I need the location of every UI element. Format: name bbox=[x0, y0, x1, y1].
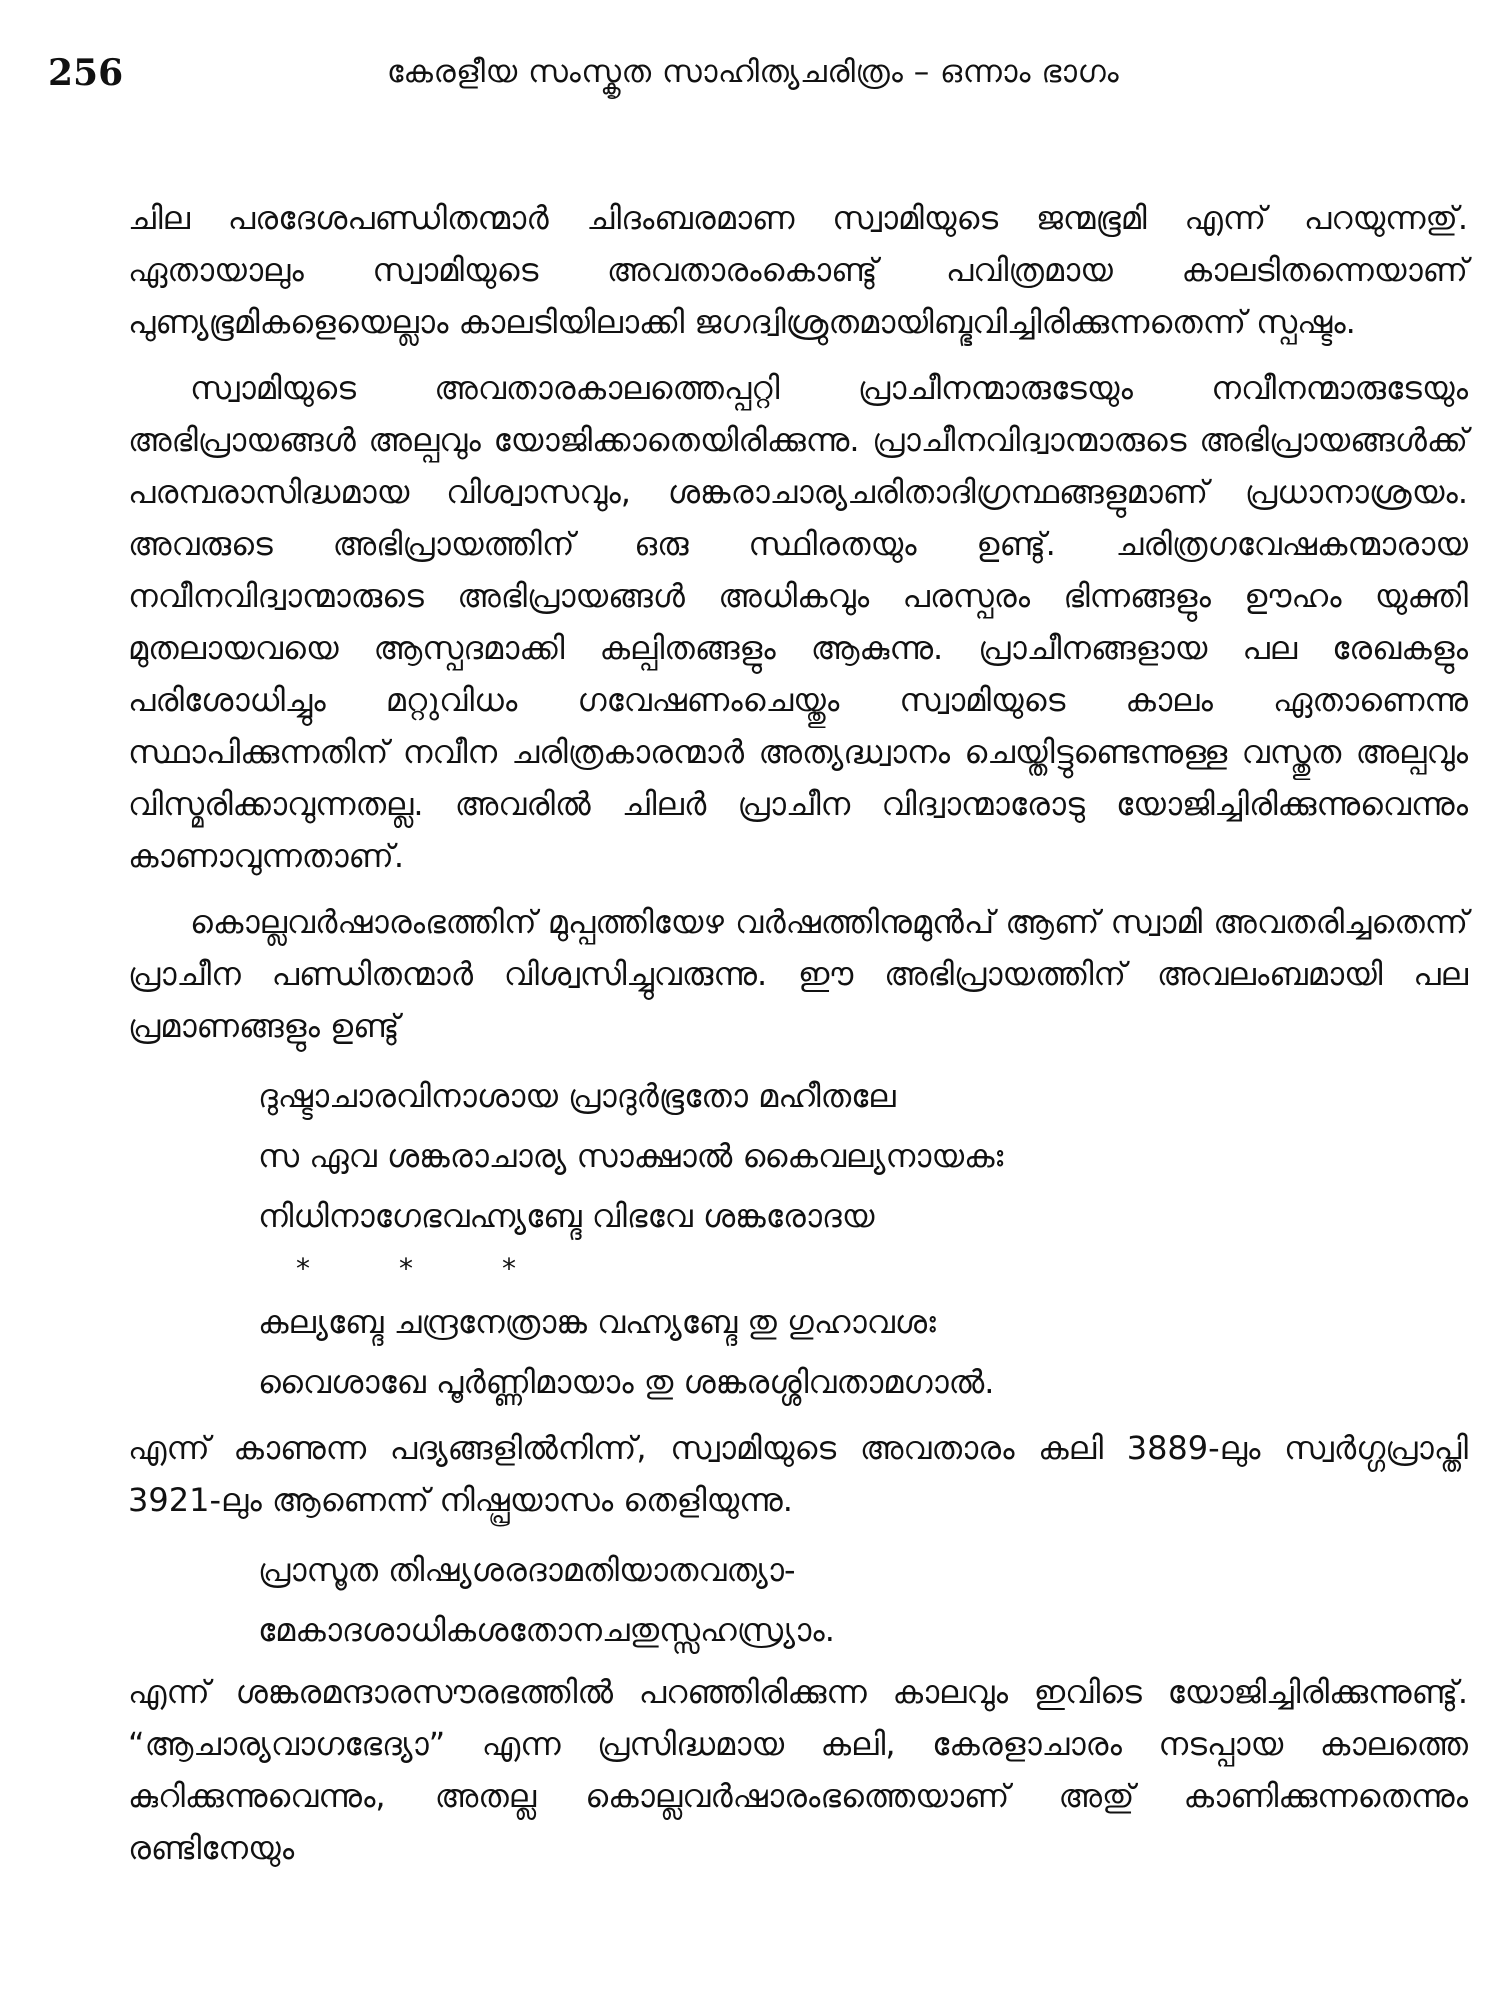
paragraph-3: കൊല്ലവർഷാരംഭത്തിന് മുപ്പത്തിയേഴ വർഷത്തിനുമുൻപ് ആണ് സ്വാമി അവതരിച്ചതെന്ന് പ്രാചീന പണ്ഡിതന്മാർ വിശ്വസിച്ചുവരുന്നു. ഈ അഭിപ്രായത്തിന് അവലംബമായി പല പ്രമാണങ്ങളും ഉണ്ടു് bbox=[128, 903, 1468, 1045]
verse-line: കല്യബ്ദേ ചന്ദ്രനേത്രാങ്ക വഹ്ന്യബ്ദേ തു ഗുഹാവശഃ bbox=[258, 1303, 936, 1341]
verse-line: വൈശാഖേ പൂർണ്ണിമായാം തു ശങ്കരശ്ശിവതാമഗാൽ. bbox=[258, 1363, 995, 1401]
verse-separator: * * * bbox=[296, 1252, 517, 1285]
paragraph-1: ചില പരദേശപണ്ഡിതന്മാർ ചിദംബരമാണ സ്വാമിയുടെ ജന്മഭൂമി എന്ന് പറയുന്നതു്. ഏതായാലും സ്വാമിയുടെ അവതാരംകൊണ്ടു് പവിത്രമായ കാലടിതന്നെയാണ് പുണ്യഭൂമികളെയെല്ലാം കാലടിയിലാക്കി ജഗദ്വിശ്രുതമായിബ്ഭവിച്ചിരിക്കുന്നതെന്ന് സ്പഷ്ടം. bbox=[128, 199, 1468, 341]
page-header bbox=[48, 52, 1458, 112]
verse-line: ദുഷ്ടാചാരവിനാശായ പ്രാദുർഭൂതോ മഹീതലേ bbox=[258, 1077, 896, 1115]
paragraph-2: സ്വാമിയുടെ അവതാരകാലത്തെപ്പറ്റി പ്രാചീനന്മാരുടേയും നവീനന്മാരുടേയും അഭിപ്രായങ്ങൾ അല്പവും യോജിക്കാതെയിരിക്കുന്നു. പ്രാചീനവിദ്വാന്മാരുടെ അഭിപ്രായങ്ങൾക്ക് പരമ്പരാസിദ്ധമായ വിശ്വാസവും, ശങ്കരാചാര്യചരിതാദിഗ്രന്ഥങ്ങളുമാണ് പ്രധാനാശ്രയം. അവരുടെ അഭിപ്രായത്തിന് ഒരു സ്ഥിരതയും ഉണ്ടു്. ചരിത്രഗവേഷകന്മാരായ നവീനവിദ്വാന്മാരുടെ അഭിപ്രായങ്ങൾ അധികവും പരസ്പരം ഭിന്നങ്ങളും ഊഹം യുക്തി മുതലായവയെ ആസ്പദമാക്കി കല്പിതങ്ങളും ആകുന്നു. പ്രാചീനങ്ങളായ പല രേഖകളും പരിശോധിച്ചും മറ്റുവിധം ഗവേഷണംചെയ്തും സ്വാമിയുടെ കാലം ഏതാണെന്നു സ്ഥാപിക്കുന്നതിന് നവീന ചരിത്രകാരന്മാർ അത്യദ്ധ്വാനം ചെയ്തിട്ടുണ്ടെന്നുള്ള വസ്തുത അല്പവും വിസ്മരിക്കാവുന്നതല്ല. അവരിൽ ചിലർ പ്രാചീന വിദ്വാന്മാരോടു യോജിച്ചിരിക്കുന്നുവെന്നും കാണാവുന്നതാണ്. bbox=[128, 369, 1468, 875]
body-text bbox=[128, 192, 1468, 1888]
verse-line: നിധിനാഗേഭവഹ്ന്യബ്ദേ വിഭവേ ശങ്കരോദയ bbox=[258, 1197, 875, 1235]
paragraph-4: എന്ന് കാണുന്ന പദ്യങ്ങളിൽനിന്ന്, സ്വാമിയുടെ അവതാരം കലി 3889-ലും സ്വർഗ്ഗപ്രാപ്തി 3921-ലും ആണെന്ന് നിഷ്പ്രയാസം തെളിയുന്നു. bbox=[128, 1429, 1468, 1519]
page-number: 256 bbox=[48, 52, 124, 94]
running-title: കേരളീയ സംസ്കൃത സാഹിത്യചരിത്രം – ഒന്നാം ഭാഗം bbox=[386, 54, 1120, 90]
paragraph-5: എന്ന് ശങ്കരമന്ദാരസൗരഭത്തിൽ പറഞ്ഞിരിക്കുന്ന കാലവും ഇവിടെ യോജിച്ചിരിക്കുന്നുണ്ടു്. “ആചാര്യവാഗഭേദ്യാ” എന്ന പ്രസിദ്ധമായ കലി, കേരളാചാരം നടപ്പായ കാലത്തെ കുറിക്കുന്നുവെന്നും, അതല്ല കൊല്ലവർഷാരംഭത്തെയാണ് അതു് കാണിക്കുന്നതെന്നും രണ്ടിനേയും bbox=[128, 1673, 1468, 1867]
verse-line: മേകാദശാധികശതോനചതുസ്സഹസ്ര്യാം. bbox=[258, 1611, 835, 1649]
verse-line: പ്രാസൂത തിഷ്യശരദാമതിയാതവത്യാ- bbox=[258, 1551, 796, 1589]
sanskrit-verse-block-1 bbox=[128, 1066, 1468, 1412]
sanskrit-verse-block-2 bbox=[128, 1540, 1468, 1660]
verse-line: സ ഏവ ശങ്കരാചാര്യ സാക്ഷാൽ കൈവല്യനായകഃ bbox=[258, 1137, 1004, 1175]
